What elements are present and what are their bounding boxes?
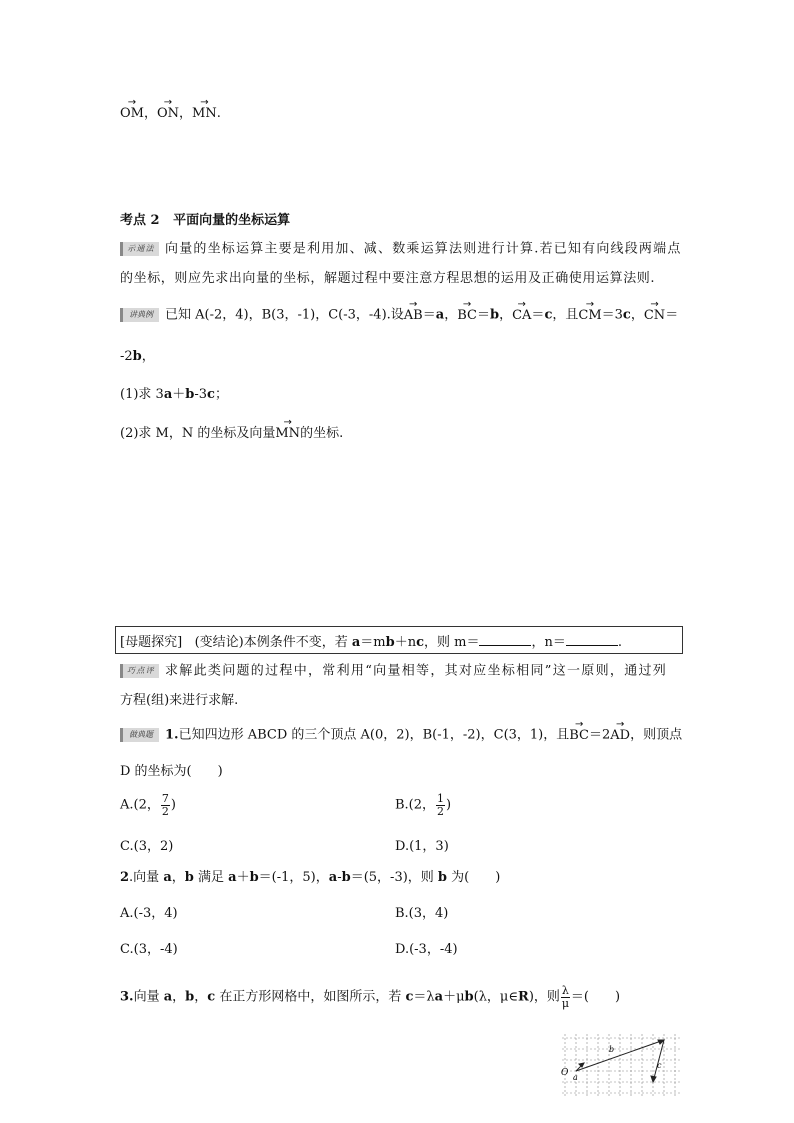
q2-option-a[interactable]: A.(-3，4) — [120, 906, 178, 921]
q1-option-c[interactable]: C.(3，2) — [120, 839, 174, 854]
vector-om: → OM — [120, 107, 144, 120]
label-c: c — [657, 1061, 662, 1070]
label-a: a — [573, 1073, 578, 1082]
practice-tag-icon: 做典题 — [120, 728, 159, 742]
fraction-1-2: $\frac{1}{2}$ — [437, 792, 445, 818]
q2-option-d[interactable]: D.(-3，-4) — [395, 942, 458, 957]
review-line-2: 方程(组)来进行求解. — [120, 693, 239, 708]
method-tag-icon: 示通法 — [120, 242, 159, 256]
vector-grid-figure — [557, 1032, 687, 1098]
answer-blank-m[interactable] — [479, 633, 531, 646]
section-label: 考点 2 — [120, 213, 160, 228]
practice-q1-line-1: 做典题 1.已知四边形 ABCD 的三个顶点 A(0，2)，B(-1，-2)，C(3，1)，且→ BC＝2→ AD，则顶点 — [120, 728, 682, 742]
q1-option-a[interactable]: A.(2， $\frac{7}{2}$ ) — [120, 792, 176, 818]
review-line-1: 巧点评 求解此类问题的过程中，常利用“向量相等，其对应坐标相同”这一原则，通过列 — [120, 664, 667, 678]
fraction-7-2: $\frac{7}{2}$ — [161, 792, 169, 818]
practice-q2-line: 2.向量 a，b 满足 a＋b＝(-1，5)，a-b＝(5，-3)，则 b 为( ) — [120, 870, 501, 885]
vector-c-head — [651, 1076, 656, 1082]
answer-blank-n[interactable] — [566, 633, 618, 646]
example-question-2: (2)求 M，N 的坐标及向量→ MN的坐标. — [120, 427, 343, 440]
example-line-2: -2b， — [120, 349, 155, 364]
q1-option-b[interactable]: B.(2， $\frac{1}{2}$ ) — [395, 792, 452, 818]
origin-label: O — [561, 1068, 569, 1078]
vector-a-head — [579, 1063, 584, 1067]
vector-mn: → MN — [192, 107, 217, 120]
review-tag-icon: 巧点评 — [120, 664, 159, 678]
top-vectors-line: → OM，→ ON，→ MN. — [120, 107, 221, 120]
label-b: b — [609, 1045, 615, 1054]
vector-on: → ON — [157, 107, 179, 120]
explore-label: [母题探究] — [120, 635, 183, 650]
example-question-1: (1)求 3a＋b-3c； — [120, 387, 228, 402]
method-line-2: 的坐标，则应先求出向量的坐标，解题过程中要注意方程思想的运用及正确使用运算法则. — [120, 271, 656, 286]
example-line-1: 讲典例 已知 A(-2，4)，B(3，-1)，C(-3，-4).设→ AB＝a，→ BC＝b，→ CA＝c，且→ CM＝3c，→ CN＝ — [120, 308, 678, 322]
fraction-lambda-mu: $\frac{\lambda}{\mu}$ — [561, 984, 569, 1010]
q2-option-b[interactable]: B.(3，4) — [395, 906, 449, 921]
practice-q3-line: 3.向量 a，b，c 在正方形网格中，如图所示，若 c＝λa＋μb(λ，μ∈R)，则 $\frac{\lambda}{\mu}$ ＝( ) — [120, 984, 621, 1010]
section-title: 平面向量的坐标运算 — [173, 213, 291, 228]
q1-option-d[interactable]: D.(1，3) — [395, 839, 449, 854]
explore-line: [母题探究] (变结论)本例条件不变，若 a＝mb＋nc，则 m＝ ，n＝ . — [120, 635, 622, 650]
example-tag-icon: 讲典例 — [120, 308, 159, 322]
method-line-1: 示通法 向量的坐标运算主要是利用加、减、数乘运算法则进行计算.若已知有向线段两端点 — [120, 242, 682, 256]
q2-option-c[interactable]: C.(3，-4) — [120, 942, 178, 957]
practice-q1-line-2: D 的坐标为( ) — [120, 764, 223, 779]
section-heading — [120, 214, 290, 227]
